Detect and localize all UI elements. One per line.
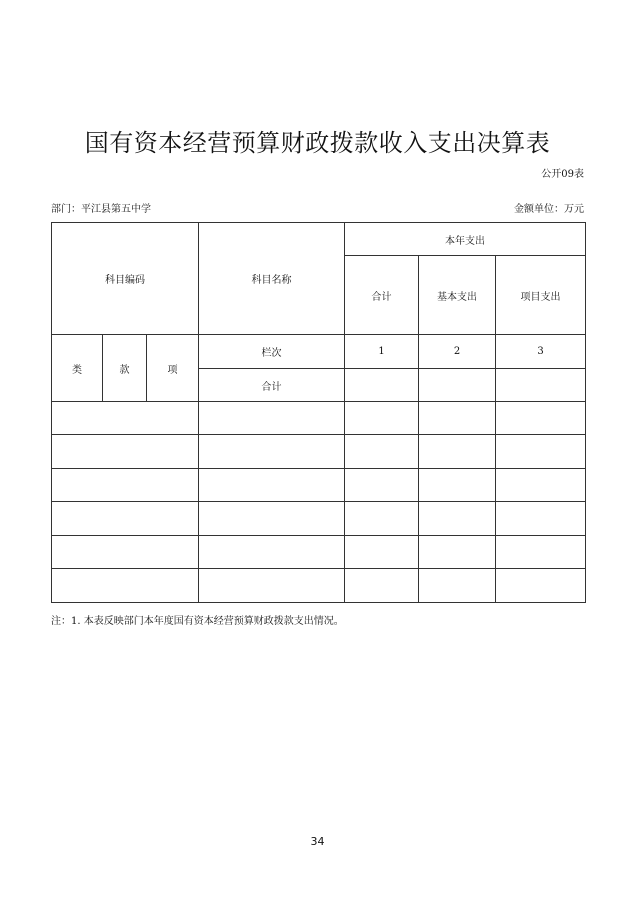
table-code: 公开09表: [541, 169, 584, 180]
table-row: [52, 435, 586, 469]
footnote: 注：1. 本表反映部门本年度国有资本经营预算财政拨款支出情况。: [51, 616, 344, 627]
table-row: [52, 402, 586, 435]
cell: [419, 369, 496, 402]
col-num-2: 2: [419, 335, 496, 369]
header-expense: 本年支出: [345, 223, 586, 256]
header-total: 合计: [345, 256, 419, 335]
department-label: 部门：平江县第五中学: [51, 204, 151, 215]
col-num-3: 3: [496, 335, 586, 369]
budget-table: [51, 222, 586, 603]
cell: [345, 369, 419, 402]
page-number: 34: [310, 835, 325, 848]
table-row: [52, 502, 586, 536]
table-row: [52, 469, 586, 502]
header-code: 科目编码: [52, 223, 199, 335]
header-basic: 基本支出: [419, 256, 496, 335]
header-project: 项目支出: [496, 256, 586, 335]
sub-lei: 类: [52, 335, 103, 402]
header-name: 科目名称: [199, 223, 345, 335]
row-total: 合计: [199, 369, 345, 402]
page-title: 国有资本经营预算财政拨款收入支出决算表: [84, 129, 551, 157]
sub-xiang: 项: [147, 335, 199, 402]
row-lanci: 栏次: [199, 335, 345, 369]
cell: [496, 369, 586, 402]
unit-label: 金额单位：万元: [514, 204, 584, 215]
table-row: [52, 536, 586, 569]
sub-kuan: 款: [103, 335, 147, 402]
table-row: [52, 569, 586, 603]
col-num-1: 1: [345, 335, 419, 369]
